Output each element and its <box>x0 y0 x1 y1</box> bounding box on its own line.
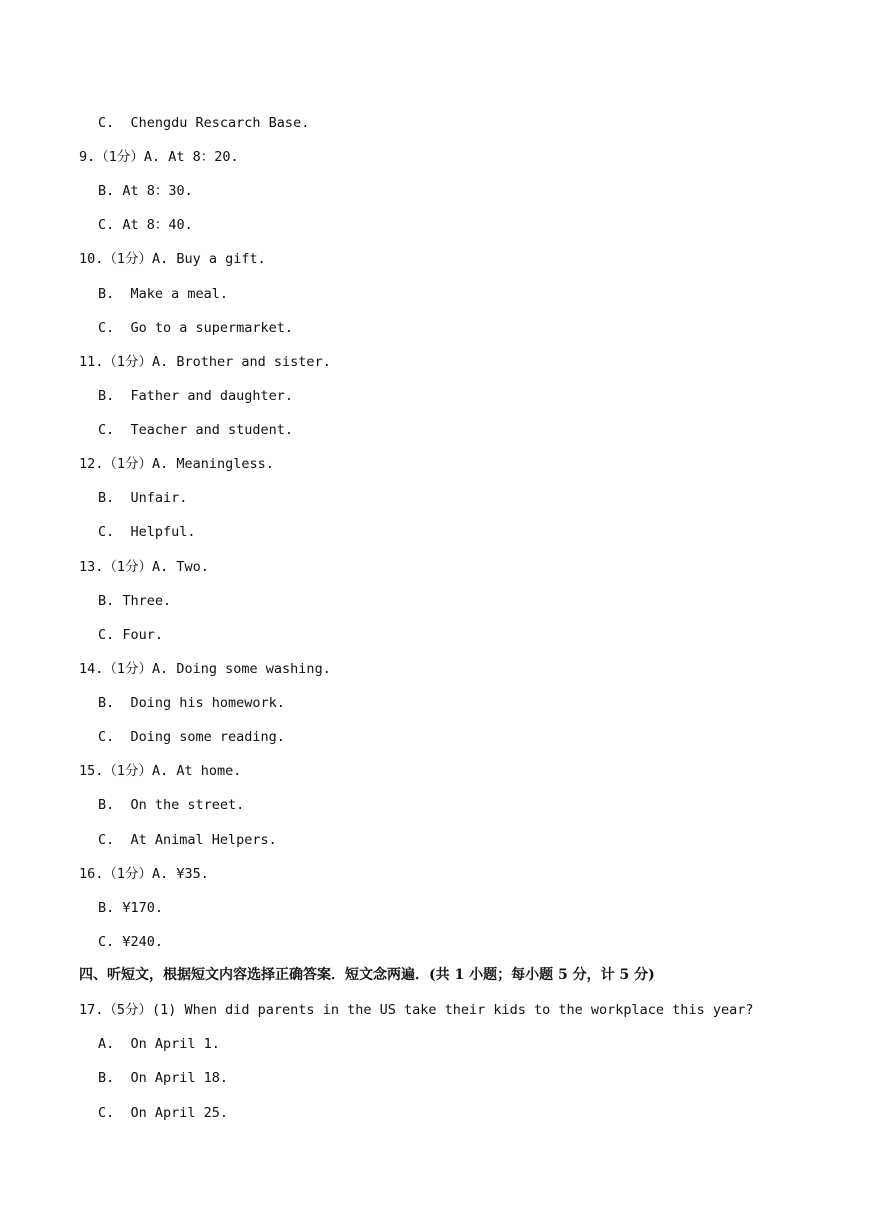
option-line: B. ¥170. <box>98 900 164 916</box>
option-line: B. On the street. <box>98 797 245 813</box>
option-line: C. ¥240. <box>98 934 164 950</box>
option-line: C. On April 25. <box>98 1105 229 1121</box>
option-line: B. Unfair. <box>98 490 188 506</box>
option-line: C. Go to a supermarket. <box>98 320 294 336</box>
option-line: C. At Animal Helpers. <box>98 832 277 848</box>
option-line: B. On April 18. <box>98 1070 229 1086</box>
option-line: B. Make a meal. <box>98 286 229 302</box>
option-line: C. Helpful. <box>98 524 196 540</box>
question-line: 10.（1分）A. Buy a gift. <box>79 251 266 267</box>
option-line: C. Doing some reading. <box>98 729 285 745</box>
section-heading: 四、听短文，根据短文内容选择正确答案．短文念两遍．(共 1 小题；每小题 5 分，计 5 分) <box>79 967 655 983</box>
option-line: B. Doing his homework. <box>98 695 285 711</box>
question-line: 9.（1分）A. At 8：20. <box>79 149 239 165</box>
option-line: B. Three. <box>98 593 172 609</box>
option-line: A. On April 1. <box>98 1036 220 1052</box>
question-line: 14.（1分）A. Doing some washing. <box>79 661 331 677</box>
option-line: B. At 8：30. <box>98 183 193 199</box>
question-line: 12.（1分）A. Meaningless. <box>79 456 274 472</box>
question-line: 11.（1分）A. Brother and sister. <box>79 354 331 370</box>
question-line: 13.（1分）A. Two. <box>79 559 209 575</box>
option-line: C. Teacher and student. <box>98 422 294 438</box>
option-line: B. Father and daughter. <box>98 388 294 404</box>
question-line: 15.（1分）A. At home. <box>79 763 242 779</box>
option-line: C. Four. <box>98 627 164 643</box>
option-line: C. Chengdu Rescarch Base. <box>98 115 310 131</box>
question-line: 17.（5分）(1) When did parents in the US take their kids to the workplace this year? <box>79 1002 754 1018</box>
option-line: C. At 8：40. <box>98 217 193 233</box>
question-line: 16.（1分）A. ¥35. <box>79 866 209 882</box>
